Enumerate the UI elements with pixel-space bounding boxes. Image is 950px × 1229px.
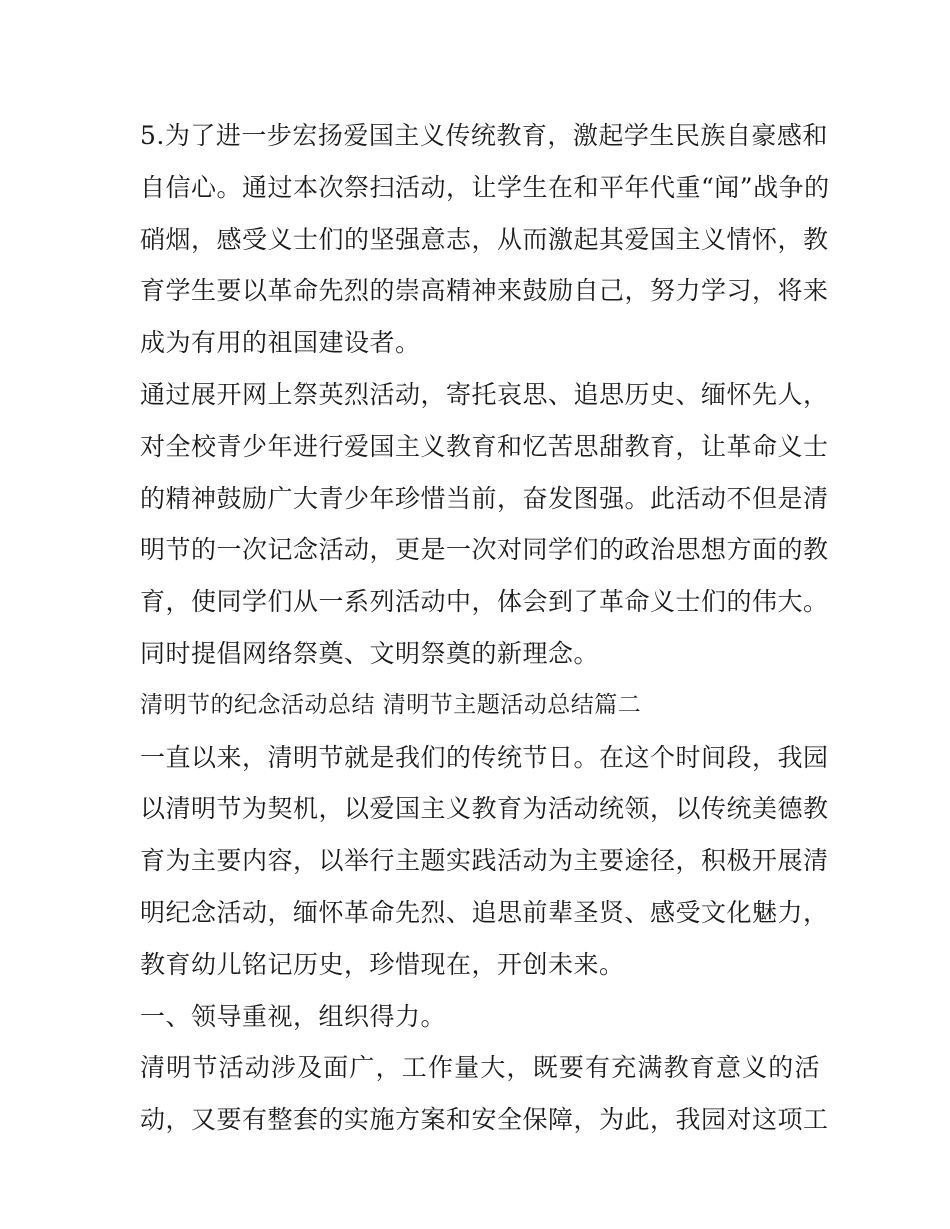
text-line: 一直以来，清明节就是我们的传统节日。在这个时间段，我园 bbox=[140, 742, 829, 772]
text-line: 对全校青少年进行爱国主义教育和忆苦思甜教育，让革命义士 bbox=[140, 431, 829, 461]
subheading: 一、领导重视，组织得力。 bbox=[140, 1001, 447, 1031]
text-line: 动，又要有整套的实施方案和安全保障，为此，我园对这项工 bbox=[140, 1105, 829, 1135]
document-body bbox=[140, 110, 830, 1146]
text-line: 清明节活动涉及面广，工作量大，既要有充满教育意义的活 bbox=[140, 1053, 820, 1083]
section-title: 清明节的纪念活动总结 清明节主题活动总结篇二 bbox=[140, 691, 642, 718]
text-line: 通过展开网上祭英烈活动，寄托哀思、追思历史、缅怀先人， bbox=[140, 379, 829, 409]
text-line: 同时提倡网络祭奠、文明祭奠的新理念。 bbox=[140, 638, 600, 668]
text-line: 成为有用的祖国建设者。 bbox=[140, 328, 421, 358]
text-line: 育学生要以革命先烈的崇高精神来鼓励自己，努力学习，将来 bbox=[140, 276, 829, 306]
text-line: 以清明节为契机，以爱国主义教育为活动统领，以传统美德教 bbox=[140, 794, 829, 824]
text-line: 的精神鼓励广大青少年珍惜当前，奋发图强。此活动不但是清 bbox=[140, 483, 829, 513]
text-line: 硝烟，感受义士们的坚强意志，从而激起其爱国主义情怀，教 bbox=[140, 224, 829, 254]
text-line: 明纪念活动，缅怀革命先烈、追思前辈圣贤、感受文化魅力， bbox=[140, 897, 829, 927]
text-line: 教育幼儿铭记历史，珍惜现在，开创未来。 bbox=[140, 949, 625, 979]
text-line: 育，使同学们从一系列活动中，体会到了革命义士们的伟大。 bbox=[140, 587, 829, 617]
text-line: 明节的一次记念活动，更是一次对同学们的政治思想方面的教 bbox=[140, 535, 829, 565]
text-line: 5.为了进一步宏扬爱国主义传统教育，激起学生民族自豪感和 bbox=[140, 121, 828, 150]
text-line: 育为主要内容，以举行主题实践活动为主要途径，积极开展清 bbox=[140, 846, 829, 876]
text-line: 自信心。通过本次祭扫活动，让学生在和平年代重“闻”战争的 bbox=[140, 172, 830, 202]
